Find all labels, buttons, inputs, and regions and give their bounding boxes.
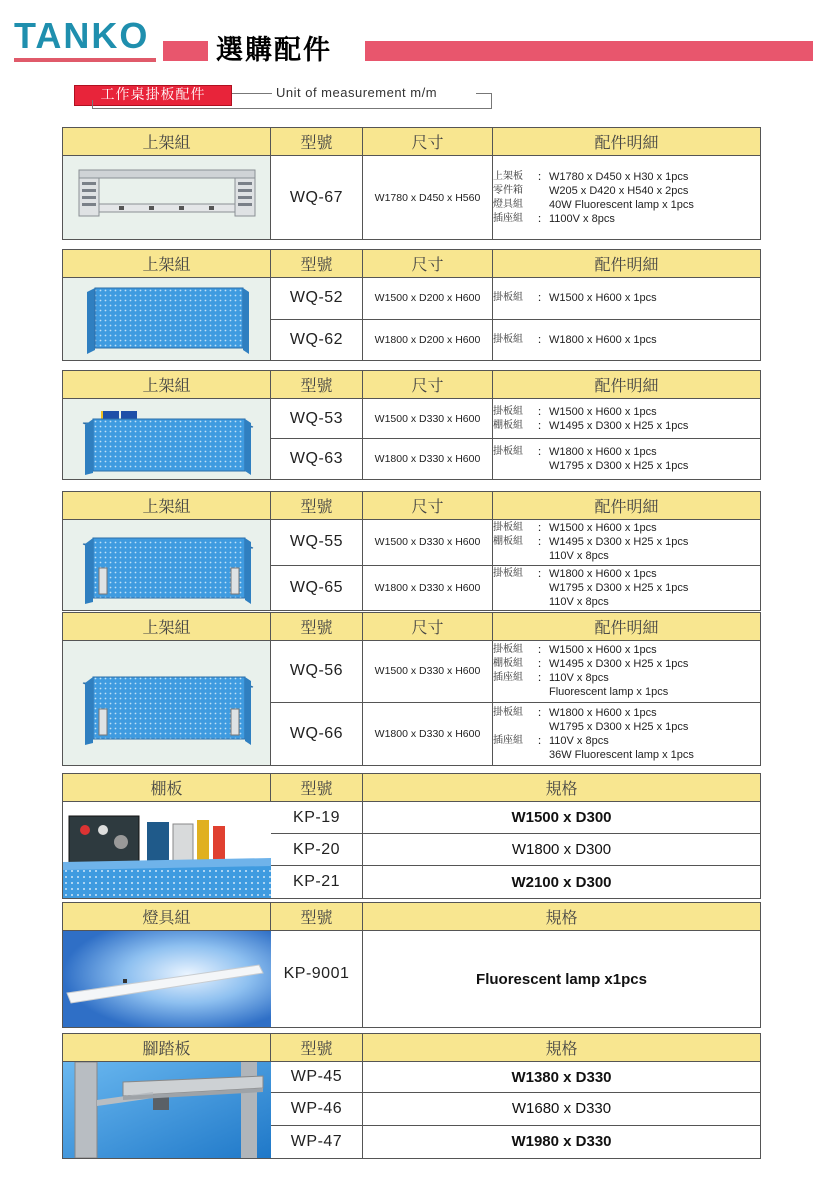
- product-image-wq56: [63, 641, 271, 766]
- header-spec: 規格: [363, 1034, 761, 1062]
- model-kp20: KP-20: [271, 834, 363, 866]
- acc-line: 棚板組 ： W1495 x D300 x H25 x 1pcs: [493, 419, 689, 432]
- acc-line: 上架板 ： W1780 x D450 x H30 x 1pcs: [493, 170, 689, 183]
- header-group: 腳踏板: [63, 1034, 271, 1062]
- size-wq66: W1800 x D330 x H600: [363, 702, 493, 765]
- acc-line: 掛板組 ： W1800 x H600 x 1pcs: [493, 706, 657, 719]
- header-size: 尺寸: [363, 250, 493, 278]
- header-model: 型號: [271, 613, 363, 641]
- model-wq52: WQ-52: [271, 278, 363, 320]
- product-image-wq53: [63, 399, 271, 480]
- header-group: 上架組: [63, 613, 271, 641]
- header-model: 型號: [271, 250, 363, 278]
- spec-wp47: W1980 x D330: [363, 1125, 761, 1158]
- header-accessories: 配件明細: [493, 128, 761, 156]
- acc-line: Fluorescent lamp x 1pcs: [549, 686, 669, 699]
- header-model: 型號: [271, 903, 363, 931]
- model-wq66: WQ-66: [271, 702, 363, 765]
- header-group: 燈具組: [63, 903, 271, 931]
- acc-line: 掛板組 ： W1500 x H600 x 1pcs: [493, 644, 657, 657]
- header-size: 尺寸: [363, 128, 493, 156]
- spec-kp20: W1800 x D300: [363, 834, 761, 866]
- section-line: [92, 108, 492, 109]
- acc-line: 掛板組 ： W1500 x H600 x 1pcs: [493, 522, 657, 535]
- header-group: 棚板: [63, 774, 271, 802]
- header-bar-right: [365, 41, 813, 61]
- size-wq67: W1780 x D450 x H560: [363, 156, 493, 240]
- accessories-wq62: [493, 319, 761, 361]
- model-kp9001: KP-9001: [271, 931, 363, 1028]
- header-model: 型號: [271, 1034, 363, 1062]
- header-size: 尺寸: [363, 492, 493, 520]
- table-wq67: [62, 127, 761, 240]
- model-wq62: WQ-62: [271, 319, 363, 361]
- acc-line: 110V x 8pcs: [549, 595, 609, 608]
- header-group: 上架組: [63, 371, 271, 399]
- product-image-lamp: [63, 931, 271, 1028]
- acc-line: W1795 x D300 x H25 x 1pcs: [549, 460, 689, 472]
- model-wq63: WQ-63: [271, 439, 363, 480]
- acc-line: 110V x 8pcs: [549, 550, 609, 563]
- acc-line: 插座組 ： 110V x 8pcs: [493, 672, 609, 685]
- size-wq62: W1800 x D200 x H600: [363, 319, 493, 361]
- model-wq67: WQ-67: [271, 156, 363, 240]
- unit-of-measurement: Unit of measurement m/m: [276, 85, 438, 100]
- header-accessories: 配件明細: [493, 613, 761, 641]
- section-line: [232, 93, 272, 94]
- header-model: 型號: [271, 492, 363, 520]
- size-wq53: W1500 x D330 x H600: [363, 399, 493, 439]
- header-accessories: 配件明細: [493, 250, 761, 278]
- size-wq65: W1800 x D330 x H600: [363, 565, 493, 611]
- section-line: [476, 93, 492, 94]
- accessories-wq53: [493, 399, 761, 439]
- page-title: 選購配件: [216, 35, 332, 66]
- product-image-wq52: [63, 278, 271, 361]
- accessories-wq63: [493, 439, 761, 480]
- model-wp47: WP-47: [271, 1125, 363, 1158]
- table-wq53: [62, 370, 761, 480]
- section-line: [92, 100, 93, 109]
- accessories-wq67: [493, 156, 761, 240]
- table-shelf: [62, 773, 761, 899]
- header-spec: 規格: [363, 774, 761, 802]
- model-wp46: WP-46: [271, 1093, 363, 1125]
- table-wq52: [62, 249, 761, 361]
- spec-kp21: W2100 x D300: [363, 866, 761, 899]
- header-bar-left: [163, 41, 208, 61]
- acc-line: 插座組 ： 1100V x 8pcs: [493, 212, 615, 225]
- acc-line: 燈具組 40W Fluorescent lamp x 1pcs: [493, 198, 694, 211]
- product-image-wq55: [63, 520, 271, 611]
- acc-line: 掛板組 ： W1500 x H600 x 1pcs: [493, 292, 657, 305]
- acc-line: 零件箱 W205 x D420 x H540 x 2pcs: [493, 184, 689, 197]
- model-wp45: WP-45: [271, 1062, 363, 1093]
- model-wq55: WQ-55: [271, 520, 363, 566]
- table-wq56: [62, 612, 761, 766]
- tanko-logo: TANKO: [14, 15, 150, 56]
- product-image-shelf: [63, 802, 271, 899]
- acc-line: W1795 x D300 x H25 x 1pcs: [549, 720, 689, 733]
- model-kp21: KP-21: [271, 866, 363, 899]
- accessories-wq55: [493, 520, 761, 566]
- spec-kp9001: Fluorescent lamp x1pcs: [363, 931, 761, 1028]
- acc-line: 掛板組 ： W1800 x H600 x 1pcs: [493, 446, 657, 458]
- table-wq55: [62, 491, 761, 611]
- accessories-wq56: [493, 641, 761, 703]
- header-group: 上架組: [63, 250, 271, 278]
- acc-line: 棚板組 ： W1495 x D300 x H25 x 1pcs: [493, 658, 689, 671]
- size-wq52: W1500 x D200 x H600: [363, 278, 493, 320]
- accessories-wq52: [493, 278, 761, 320]
- acc-line: 插座組 ： 110V x 8pcs: [493, 734, 609, 747]
- acc-line: 掛板組 ： W1800 x H600 x 1pcs: [493, 333, 657, 346]
- logo-underline: [14, 58, 156, 62]
- acc-line: W1795 x D300 x H25 x 1pcs: [549, 581, 689, 594]
- size-wq56: W1500 x D330 x H600: [363, 641, 493, 703]
- header-model: 型號: [271, 774, 363, 802]
- header-group: 上架組: [63, 492, 271, 520]
- header-spec: 規格: [363, 903, 761, 931]
- header-size: 尺寸: [363, 613, 493, 641]
- header-accessories: 配件明細: [493, 371, 761, 399]
- header-group: 上架組: [63, 128, 271, 156]
- header-accessories: 配件明細: [493, 492, 761, 520]
- product-image-wq67: [63, 156, 271, 240]
- acc-line: 掛板組 ： W1500 x H600 x 1pcs: [493, 405, 657, 418]
- spec-wp45: W1380 x D330: [363, 1062, 761, 1093]
- header-model: 型號: [271, 371, 363, 399]
- size-wq55: W1500 x D330 x H600: [363, 520, 493, 566]
- acc-line: 棚板組 ： W1495 x D300 x H25 x 1pcs: [493, 536, 689, 549]
- product-image-foot: [63, 1062, 271, 1159]
- header-size: 尺寸: [363, 371, 493, 399]
- size-wq63: W1800 x D330 x H600: [363, 439, 493, 480]
- model-kp19: KP-19: [271, 802, 363, 834]
- section-tab: 工作桌掛板配件: [74, 85, 232, 106]
- model-wq53: WQ-53: [271, 399, 363, 439]
- acc-line: 掛板組 ： W1800 x H600 x 1pcs: [493, 567, 657, 580]
- spec-kp19: W1500 x D300: [363, 802, 761, 834]
- model-wq56: WQ-56: [271, 641, 363, 703]
- table-lamp: [62, 902, 761, 1028]
- model-wq65: WQ-65: [271, 565, 363, 611]
- section-line: [491, 93, 492, 109]
- acc-line: 36W Fluorescent lamp x 1pcs: [549, 748, 694, 761]
- accessories-wq65: [493, 565, 761, 611]
- table-foot: [62, 1033, 761, 1159]
- accessories-wq66: [493, 702, 761, 765]
- header-model: 型號: [271, 128, 363, 156]
- spec-wp46: W1680 x D330: [363, 1093, 761, 1125]
